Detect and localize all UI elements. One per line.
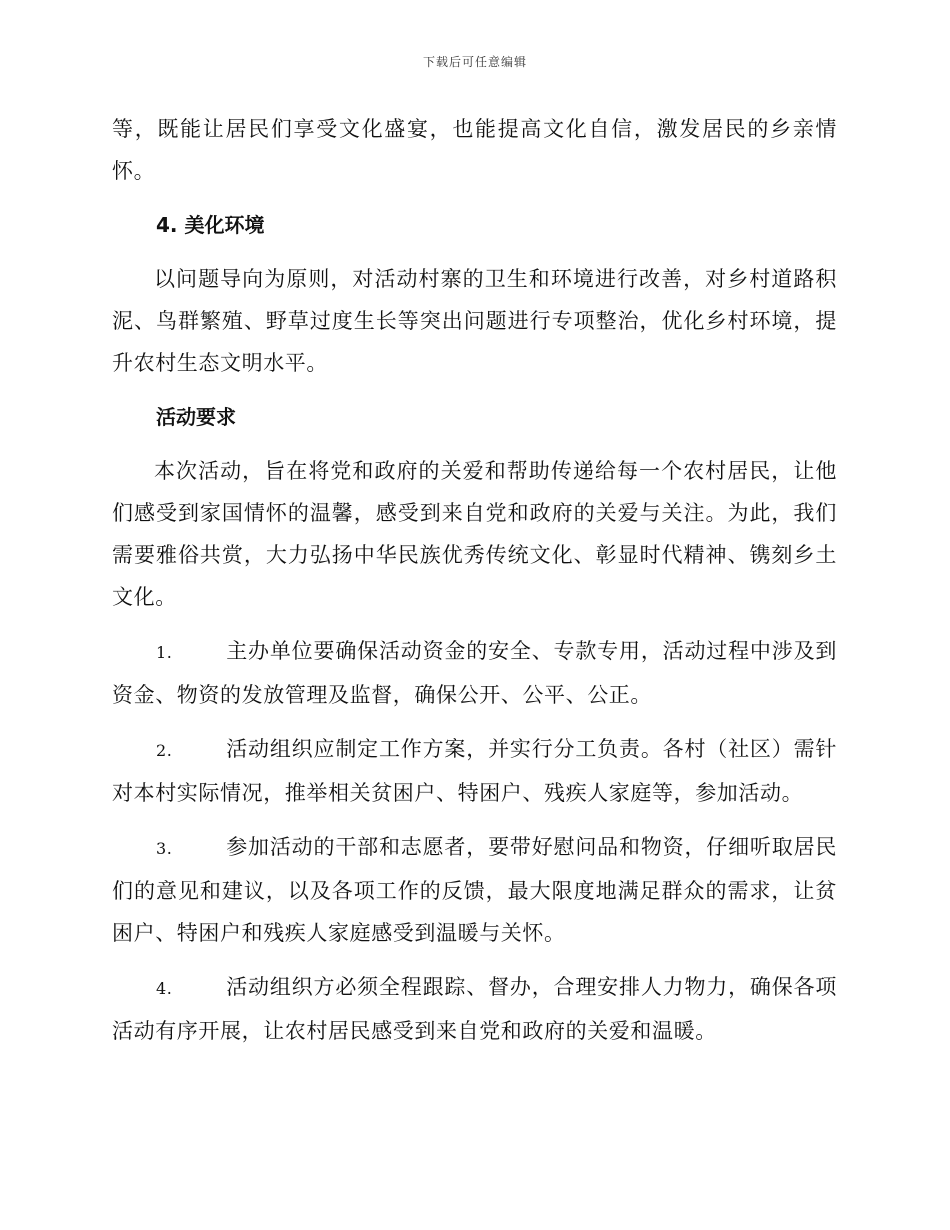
section-heading-beautify-environment: 4. 美化环境: [156, 213, 265, 237]
list-item: [112, 728, 837, 814]
list-item-number: 2.: [156, 741, 173, 760]
paragraph-continuation: 等，既能让居民们享受文化盛宴，也能提高文化自信，激发居民的乡亲情怀。: [112, 117, 837, 183]
paragraph-beautify-environment: 以问题导向为原则，对活动村寨的卫生和环境进行改善，对乡村道路积泥、鸟群繁殖、野草过度生长等突出问题进行专项整治，优化乡村环境，提升农村生态文明水平。: [112, 267, 837, 375]
list-item-number: 4.: [156, 979, 173, 998]
list-item-number: 3.: [156, 839, 173, 858]
section-heading-activity-requirements: 活动要求: [156, 405, 236, 429]
paragraph-activity-requirements: 本次活动，旨在将党和政府的关爱和帮助传递给每一个农村居民，让他们感受到家国情怀的温馨，感受到来自党和政府的关爱与关注。为此，我们需要雅俗共赏，大力弘扬中华民族优秀传统文化、彰显时代精神、镌刻乡土文化。: [112, 459, 837, 609]
list-item: [112, 966, 837, 1052]
list-item: [112, 630, 837, 716]
list-item-text: 活动组织应制定工作方案，并实行分工负责。各村（社区）需针对本村实际情况，推举相关贫困户、特困户、残疾人家庭等，参加活动。: [112, 737, 837, 805]
document-body: [112, 108, 837, 1064]
list-item-text: 活动组织方必须全程跟踪、督办，合理安排人力物力，确保各项活动有序开展，让农村居民感受到来自党和政府的关爱和温暖。: [112, 975, 837, 1043]
list-item-text: 参加活动的干部和志愿者，要带好慰问品和物资，仔细听取居民们的意见和建议，以及各项工作的反馈，最大限度地满足群众的需求，让贫困户、特困户和残疾人家庭感受到温暖与关怀。: [112, 835, 837, 945]
list-item-text: 主办单位要确保活动资金的安全、专款专用，活动过程中涉及到资金、物资的发放管理及监督，确保公开、公平、公正。: [112, 639, 837, 707]
list-item: [112, 826, 837, 954]
list-item-number: 1.: [156, 643, 173, 662]
page-header: 下载后可任意编辑: [422, 55, 527, 69]
